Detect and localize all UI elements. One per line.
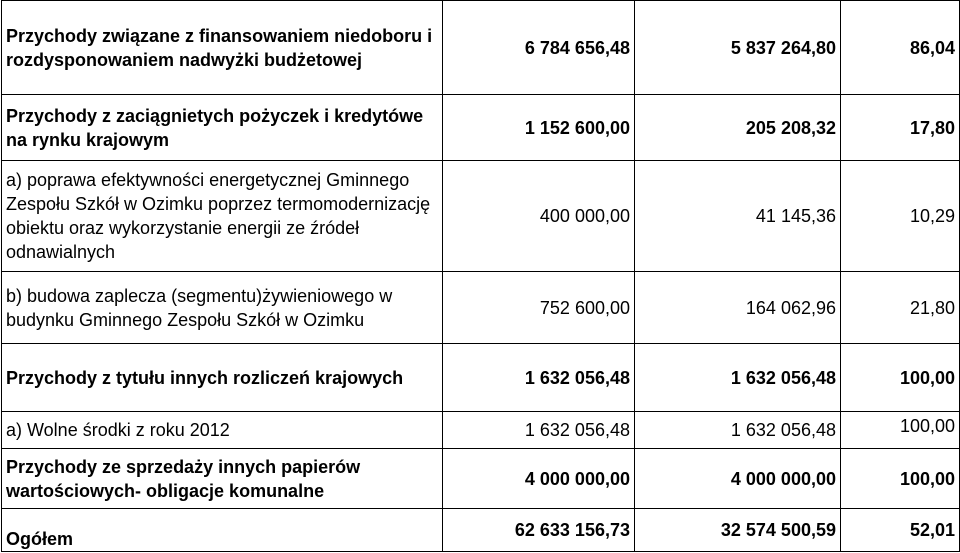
row-label: b) budowa zaplecza (segmentu)żywieniowego w budynku Gminnego Zespołu Szkół w Ozimku (2, 272, 443, 344)
plan-value: 400 000,00 (443, 161, 635, 272)
total-label: Ogółem (2, 509, 443, 552)
executed-value: 41 145,36 (635, 161, 841, 272)
percent-value: 10,29 (841, 161, 960, 272)
plan-value: 6 784 656,48 (443, 1, 635, 95)
percent-value: 100,00 (841, 412, 960, 449)
table-row (2, 1, 960, 95)
plan-value: 752 600,00 (443, 272, 635, 344)
plan-value: 1 632 056,48 (443, 412, 635, 449)
percent-value: 21,80 (841, 272, 960, 344)
executed-value: 164 062,96 (635, 272, 841, 344)
table-row-total (2, 509, 960, 552)
row-label: Przychody ze sprzedaży innych papierów wartościowych- obligacje komunalne (2, 449, 443, 509)
table-row (2, 412, 960, 449)
plan-value: 4 000 000,00 (443, 449, 635, 509)
percent-total: 52,01 (841, 509, 960, 552)
executed-value: 5 837 264,80 (635, 1, 841, 95)
table-row (2, 95, 960, 161)
revenue-table (1, 0, 960, 552)
executed-value: 1 632 056,48 (635, 344, 841, 412)
table-row (2, 449, 960, 509)
percent-value: 17,80 (841, 95, 960, 161)
table-row (2, 344, 960, 412)
table-row (2, 161, 960, 272)
row-label: Przychody z zaciągnietych pożyczek i kredytówe na rynku krajowym (2, 95, 443, 161)
table-row (2, 272, 960, 344)
plan-total: 62 633 156,73 (443, 509, 635, 552)
executed-value: 205 208,32 (635, 95, 841, 161)
percent-value: 100,00 (841, 449, 960, 509)
plan-value: 1 632 056,48 (443, 344, 635, 412)
executed-total: 32 574 500,59 (635, 509, 841, 552)
executed-value: 1 632 056,48 (635, 412, 841, 449)
row-label: Przychody z tytułu innych rozliczeń krajowych (2, 344, 443, 412)
row-label: a) Wolne środki z roku 2012 (2, 412, 443, 449)
percent-value: 100,00 (841, 344, 960, 412)
percent-value: 86,04 (841, 1, 960, 95)
row-label: Przychody związane z finansowaniem niedoboru i rozdysponowaniem nadwyżki budżetowej (2, 1, 443, 95)
row-label: a) poprawa efektywności energetycznej Gminnego Zespołu Szkół w Ozimku poprzez termomodernizację obiektu oraz wykorzystanie energii ze źródeł odnawialnych (2, 161, 443, 272)
executed-value: 4 000 000,00 (635, 449, 841, 509)
plan-value: 1 152 600,00 (443, 95, 635, 161)
